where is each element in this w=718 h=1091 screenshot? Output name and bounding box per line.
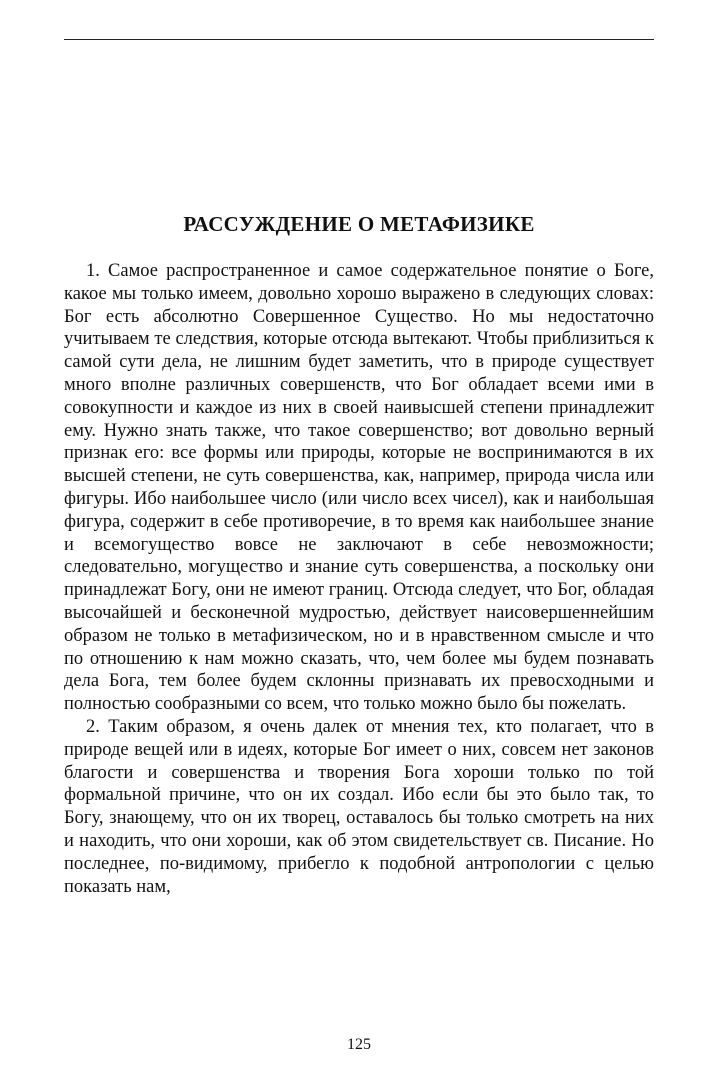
header-rule (64, 39, 654, 40)
chapter-title: РАССУЖДЕНИЕ О МЕТАФИЗИКЕ (183, 212, 535, 236)
paragraph-1: 1. Самое распространенное и самое содержательное понятие о Боге, какое мы только имеем, довольно хорошо выражено в следующих словах: Бог есть абсолютно Совершенное Существо. Но мы недостаточно учитываем те следствия, которые отсюда вытекают. Чтобы приблизиться к самой сути дела, не лишним будет заметить, что в природе существует много вполне различных совершенств, что Бог обладает всеми ими в совокупности и каждое из них в своей наивысшей степени принадлежит ему. Нужно знать также, что такое совершенство; вот довольно верный признак его: все формы или природы, которые не воспринимаются в их высшей степени, не суть совершенства, как, например, природа числа или фигуры. Ибо наибольшее число (или число всех чисел), как и наибольшая фигура, содержит в себе противоречие, в то время как наибольшее знание и всемогущество вовсе не заключают в себе невозможности; следовательно, могущество и знание суть совершенства, а поскольку они принадлежат Богу, они не имеют границ. Отсюда следует, что Бог, обладая высочайшей и бесконечной мудростью, действует наисовершеннейшим образом не только в метафизическом, но и в нравственном смысле и что по отношению к нам можно сказать, что, чем более мы будем познавать дела Бога, тем более будем склонны признавать их превосходными и полностью сообразными со всем, что только можно было бы пожелать. (64, 261, 654, 715)
paragraph-2: 2. Таким образом, я очень далек от мнения тех, кто полагает, что в природе вещей или в идеях, которые Бог имеет о них, совсем нет законов благости и совершенства и творения Бога хороши только по той формальной причине, что он их создал. Ибо если бы это было так, то Богу, знающему, что он их творец, оставалось бы только смотреть на них и находить, что они хороши, как об этом свидетельствует св. Писание. Но последнее, по-видимому, прибегло к подобной антропологии с целью показать нам, (64, 716, 654, 897)
body-text (64, 260, 654, 898)
page-number: 125 (347, 1036, 371, 1053)
